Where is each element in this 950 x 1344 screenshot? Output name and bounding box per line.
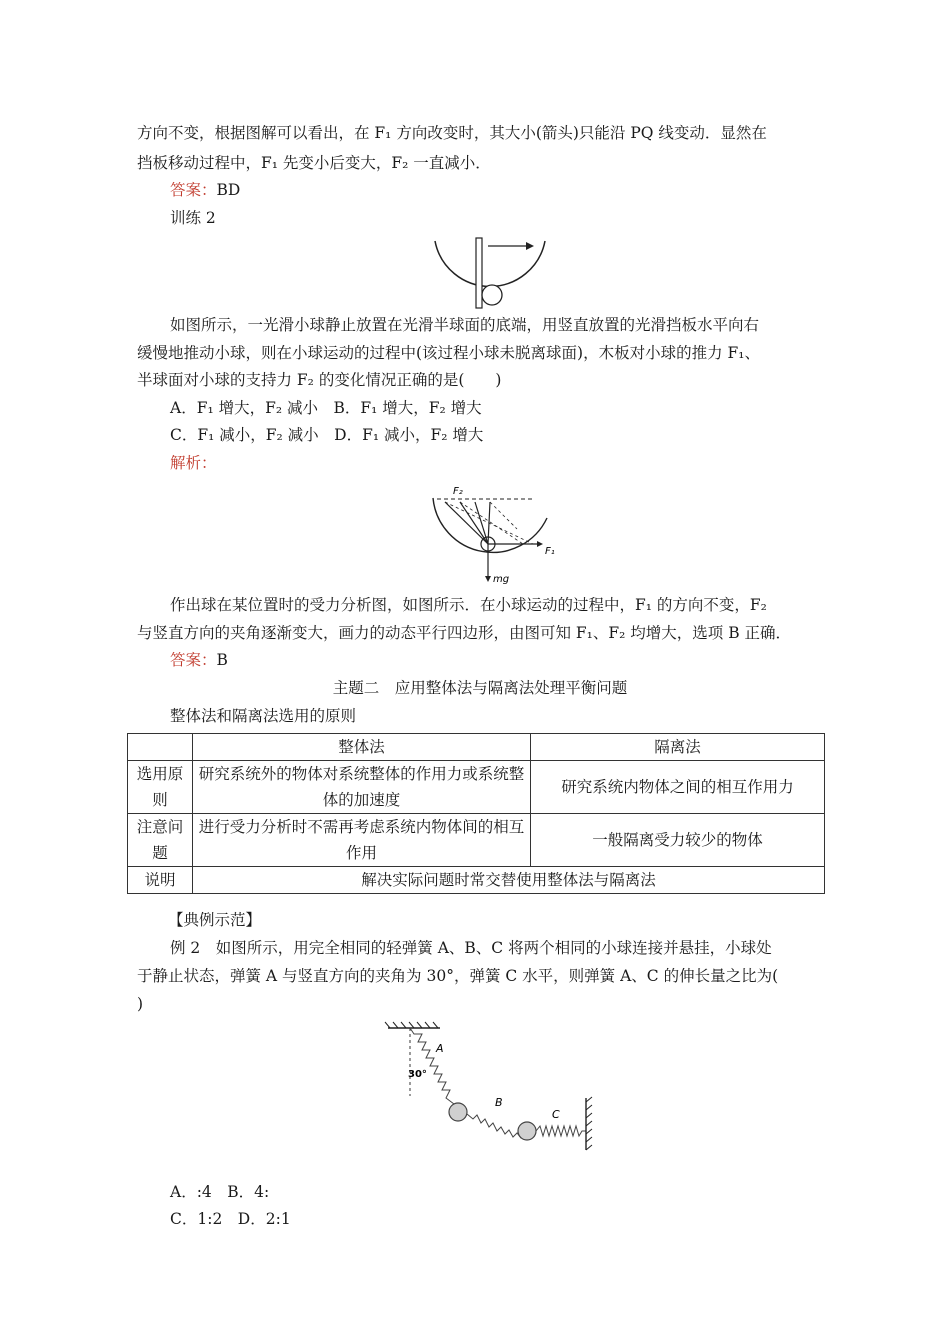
answer-label: 答案： [170, 651, 217, 669]
label-c: C [552, 1108, 560, 1121]
spring-a [410, 1028, 454, 1104]
topic-title: 主题二 应用整体法与隔离法处理平衡问题 [332, 679, 628, 697]
explanation-line-2: 与竖直方向的夹角逐渐变大，画力的动态平行四边形，由图可知 F₁、F₂ 均增大，选项 B 正确． [137, 624, 792, 642]
table-header-row [128, 734, 825, 761]
figure-hemisphere-plate [430, 236, 550, 314]
table-cell-label: 注意问题 [128, 814, 193, 867]
answer-2 [170, 648, 228, 672]
f1-label: F₁ [545, 546, 555, 557]
ball-2 [518, 1122, 536, 1140]
answer-value: BD [216, 181, 241, 199]
figure-springs [378, 1020, 598, 1155]
f2-vector-2 [460, 502, 488, 544]
dashed-diag-3 [490, 502, 517, 529]
table-header-isolation: 隔离法 [531, 734, 825, 761]
example-line-3: ) [137, 995, 144, 1013]
table-cell-label: 说明 [128, 867, 193, 894]
ball-1 [449, 1103, 467, 1121]
example-options-cd: C．1:2 D．2:1 [170, 1210, 291, 1228]
ball [482, 285, 502, 305]
spring-c [536, 1126, 586, 1136]
spring-b [467, 1114, 527, 1138]
table-header-empty [128, 734, 193, 761]
answer-value: B [216, 651, 228, 669]
table-cell-label: 选用原则 [128, 761, 193, 814]
f1-arrow-head [537, 541, 543, 547]
options-cd: C．F₁ 减小，F₂ 减小 D．F₁ 减小，F₂ 增大 [170, 426, 484, 444]
answer-1 [170, 178, 240, 202]
label-a: A [436, 1042, 444, 1055]
table-cell: 研究系统外的物体对系统整体的作用力或系统整体的加速度 [193, 761, 531, 814]
figure-force-analysis [425, 484, 575, 584]
intro-line-2: 挡板移动过程中，F₁ 先变小后变大，F₂ 一直减小． [137, 154, 491, 172]
question-line-2: 缓慢地推动小球，则在小球运动的过程中(该过程小球未脱离球面)，木板对小球的推力 F₁、 [137, 344, 760, 362]
example-heading: 【典例示范】 [168, 911, 262, 929]
training-title: 训练 2 [170, 209, 216, 227]
table-header-whole: 整体法 [193, 734, 531, 761]
table-cell: 一般隔离受力较少的物体 [531, 814, 825, 867]
answer-label: 答案： [170, 181, 217, 199]
options-ab: A．F₁ 增大，F₂ 减小 B．F₁ 增大，F₂ 增大 [170, 399, 482, 417]
explanation-line-1: 作出球在某位置时的受力分析图，如图所示．在小球运动的过程中，F₁ 的方向不变，F₂ [170, 596, 767, 614]
example-line-2: 于静止状态，弹簧 A 与竖直方向的夹角为 30°，弹簧 C 水平，则弹簧 A、C 的伸长量之比为( [137, 967, 779, 985]
table-cell: 解决实际问题时常交替使用整体法与隔离法 [193, 867, 825, 894]
angle-label: 30° [408, 1069, 427, 1080]
table-cell: 研究系统内物体之间的相互作用力 [531, 761, 825, 814]
f2-label: F₂ [453, 486, 463, 497]
plate [476, 238, 482, 308]
mg-arrow-head [485, 576, 491, 582]
table-row [128, 761, 825, 814]
intro-line-1: 方向不变，根据图解可以看出，在 F₁ 方向改变时，其大小(箭头)只能沿 PQ 线变动．显然在 [137, 124, 767, 142]
example-line-1: 例 2 如图所示，用完全相同的轻弹簧 A、B、C 将两个相同的小球连接并悬挂，小球处 [170, 939, 772, 957]
mg-label: mg [493, 574, 510, 585]
wall-hatch [586, 1097, 592, 1150]
ceiling-hatch [385, 1022, 438, 1028]
label-b: B [495, 1096, 503, 1109]
question-line-1: 如图所示，一光滑小球静止放置在光滑半球面的底端，用竖直放置的光滑挡板水平向右 [170, 316, 760, 334]
example-options-ab: A．:4 B．4: [170, 1183, 270, 1201]
push-arrow-head [526, 242, 534, 250]
table-row [128, 814, 825, 867]
table-cell: 进行受力分析时不需再考虑系统内物体间的相互作用 [193, 814, 531, 867]
table-row [128, 867, 825, 894]
topic-subtitle: 整体法和隔离法选用的原则 [170, 707, 357, 725]
analysis-label: 解析： [170, 454, 217, 472]
methods-table [127, 733, 825, 894]
question-line-3: 半球面对小球的支持力 F₂ 的变化情况正确的是( ) [137, 371, 502, 389]
